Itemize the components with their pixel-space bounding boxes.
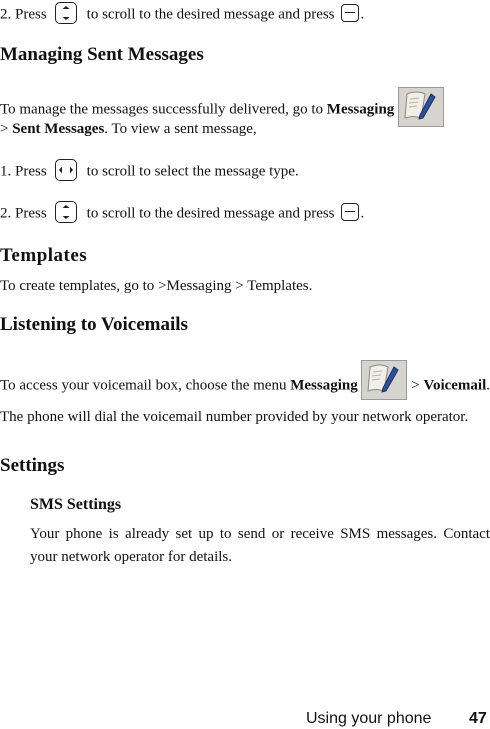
softkey-icon [341,4,359,22]
menu-sent-messages: Sent Messages [12,121,105,137]
step-line-1: 1. Press to scroll to select the message type. [0,161,299,183]
softkey-icon [341,203,359,221]
heading-sms-settings: SMS Settings [30,496,122,513]
heading-templates: Templates [0,245,88,266]
up-down-nav-key-icon [55,201,77,223]
templates-paragraph: To create templates, go to >Messaging > Templates. [0,278,313,294]
sms-paragraph: Your phone is already set up to send or receive SMS messages. Contact your network operator for details. [30,526,490,565]
step-prefix: 2. Press [0,6,47,23]
messaging-app-icon [361,360,407,400]
sent-messages-paragraph: To manage the messages successfully delivered, go to Messaging > Sent Messages. To view a sent message, [0,90,490,141]
menu-messaging: Messaging [290,377,358,394]
heading-voicemails: Listening to Voicemails [0,314,188,335]
heading-settings: Settings [0,455,65,476]
menu-voicemail: Voicemail [423,377,487,394]
step-line-2: 2. Press to scroll to the desired message and press . [0,203,364,225]
step-text: to scroll to the desired message and press [86,6,335,23]
step-line-top: 2. Press to scroll to the desired message and press . [0,4,364,26]
left-right-nav-key-icon [55,159,77,181]
up-down-nav-key-icon [55,2,77,24]
heading-sent-messages: Managing Sent Messages [0,44,204,65]
messaging-app-icon [398,87,444,127]
page-number: 47 [469,710,487,727]
voicemail-paragraph: To access your voicemail box, choose the menu Messaging > Voicemail. The phone will dial the voicemail number provided by your network operator. [0,366,490,429]
footer-section-title: Using your phone [306,710,432,727]
menu-messaging: Messaging [326,101,395,118]
